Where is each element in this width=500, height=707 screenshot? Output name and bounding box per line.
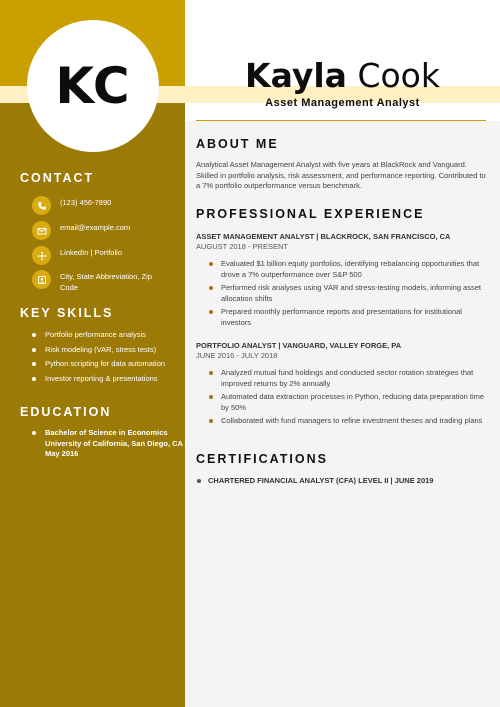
list-item: Performed risk analyses using VAR and stress-testing models, informing asset allocation shifts [206, 283, 486, 304]
email-link[interactable]: email@example.com [60, 223, 131, 232]
list-item: Python scripting for data automation [28, 359, 178, 370]
contact-address [32, 270, 170, 293]
job-dates-2: JUNE 2016 - JULY 2018 [196, 351, 278, 360]
job-dates-1: AUGUST 2018 - PRESENT [196, 242, 288, 251]
list-item: Analyzed mutual fund holdings and conducted sector rotation strategies that improved returns by 2% annually [206, 368, 486, 389]
address-text: City, State Abbreviation, Zip Code [60, 272, 152, 292]
initials-badge [27, 20, 159, 152]
contact-links [32, 246, 170, 265]
list-item: Investor reporting & presentations [28, 374, 178, 385]
contact-email [32, 221, 170, 240]
job-title-1: ASSET MANAGEMENT ANALYST | BLACKROCK, SAN FRANCISCO, CA [196, 232, 451, 241]
initials: KC [55, 57, 131, 115]
profile-links[interactable]: LinkedIn | Portfolio [60, 248, 122, 257]
contact-heading: CONTACT [20, 171, 95, 185]
job-bullets-1 [206, 259, 486, 331]
skills-heading: KEY SKILLS [20, 306, 114, 320]
list-item: Prepared monthly performance reports and presentations for institutional investors [206, 307, 486, 328]
experience-heading: PROFESSIONAL EXPERIENCE [196, 207, 425, 221]
list-item: Risk modeling (VAR, stress tests) [28, 345, 178, 356]
education-entry: Bachelor of Science in Economics University of California, San Diego, CA | May 2016 [28, 428, 195, 460]
job-title: Asset Management Analyst [265, 97, 420, 109]
certifications-heading: CERTIFICATIONS [196, 452, 328, 466]
certification-entry: CHARTERED FINANCIAL ANALYST (CFA) LEVEL II | JUNE 2019 [196, 476, 433, 485]
job-bullets-2 [206, 368, 486, 430]
last-name: Cook [357, 56, 440, 95]
job-title-2: PORTFOLIO ANALYST | VANGUARD, VALLEY FORGE, PA [196, 341, 402, 350]
list-item: Collaborated with fund managers to refine investment theses and trading plans [206, 416, 486, 427]
education-heading: EDUCATION [20, 405, 112, 419]
list-item: Automated data extraction processes in Python, reducing data preparation time by 50% [206, 392, 486, 413]
list-item: Portfolio performance analysis [28, 330, 178, 341]
email-icon [32, 221, 51, 240]
candidate-name [185, 56, 500, 95]
location-icon [32, 270, 51, 289]
first-name: Kayla [245, 56, 347, 95]
network-icon [32, 246, 51, 265]
title-divider [196, 120, 486, 121]
about-text: Analytical Asset Management Analyst with five years at BlackRock and Vanguard. Skilled in portfolio analysis, risk assessment, and performance reporting. Contributed to a 7% portfolio outperformance versus benchmark. [196, 160, 486, 190]
list-item: Evaluated $1 billion equity portfolios, identifying rebalancing opportunities that drove a 7% outperformance over S&P 500 [206, 259, 486, 280]
about-heading: ABOUT ME [196, 137, 279, 151]
skills-list [28, 330, 178, 388]
contact-phone [32, 196, 170, 215]
phone-text: (123) 456-7890 [60, 198, 112, 207]
phone-icon [32, 196, 51, 215]
